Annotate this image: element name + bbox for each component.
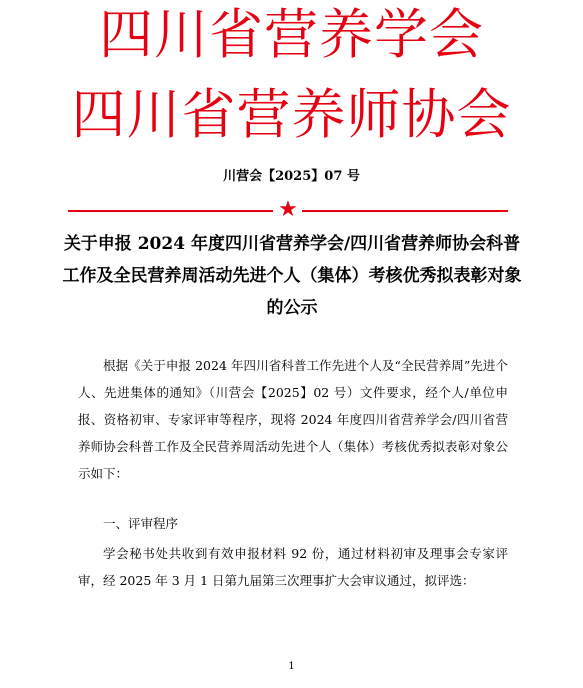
- org-name-dietitian-association: 四川省营养师协会: [71, 83, 512, 146]
- page-number: 1: [288, 661, 295, 672]
- document-title: 关于申报 2024 年度四川省营养学会/四川省营养师协会科普工作及全民营养周活动先进个人（集体）考核优秀拟表彰对象的公示: [62, 234, 522, 318]
- red-divider-left: [68, 210, 273, 212]
- document-number: 川营会【2025】07 号: [223, 169, 360, 184]
- red-divider-right: [302, 210, 508, 212]
- org-name-nutrition-society: 四川省营养学会: [99, 3, 484, 66]
- body-paragraph-review: 学会秘书处共收到有效申报材料 92 份，通过材料初审及理事会专家评审，经 2025 年 3 月 1 日第九届第三次理事扩大会审议通过，拟评选：: [78, 546, 508, 588]
- star-icon: ★: [278, 197, 298, 222]
- body-paragraph-intro: 根据《关于申报 2024 年四川省科普工作先进个人及“全民营养周”先进个人、先进集体的通知》（川营会【2025】02 号）文件要求，经个人/单位申报、资格初审、专家评审等程序，现将 2024 年度四川省营养学会/四川省营养师协会科普工作及全民营养周活动先进个人（集体）考核优秀拟表彰对象公示如下：: [78, 358, 508, 481]
- section-heading-review-procedure: 一、评审程序: [103, 516, 179, 531]
